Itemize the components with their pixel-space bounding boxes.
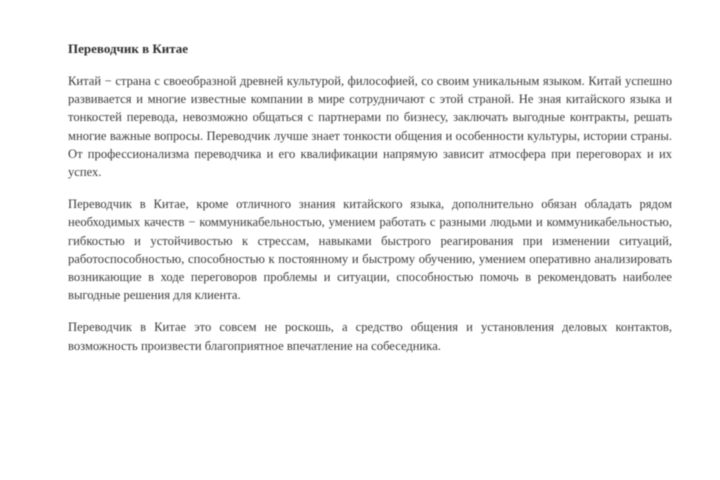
paragraph-conclusion: Переводчик в Китае это совсем не роскошь, а средство общения и установления деловых контактов, возможность произвести благоприятное впечатление на собеседника. [68, 320, 672, 353]
document-title: Переводчик в Китае [68, 41, 189, 56]
paragraph-intro: Китай − страна с своеобразной древней культурой, философией, со своим уникальным языком. Китай успешно развивается и многие известные компании в мире сотрудничают с этой страной. Не зная китайского языка и тонкостей перевода, невозможно общаться с партнерами по бизнесу, заключать выгодные контракты, решать многие важные вопросы. Переводчик лучше знает тонкости общения и особенности культуры, истории страны. От профессионализма переводчика и его квалификации напрямую зависит атмосфера при переговорах и их успех. [68, 74, 672, 180]
paragraph-qualities: Переводчик в Китае, кроме отличного знания китайского языка, дополнительно обязан обладать рядом необходимых качеств − коммуникабельностью, умением работать с разными людьми и коммуникабельностью, гибкостью и устойчивостью к стрессам, навыками быстрого реагирования при изменении ситуаций, работоспособностью, способностью к постоянному и быстрому обучению, умением оперативно анализировать возникающие в ходе переговоров проблемы и ситуации, способностью помочь в рекомендовать наиболее выгодные решения для клиента. [68, 197, 672, 303]
